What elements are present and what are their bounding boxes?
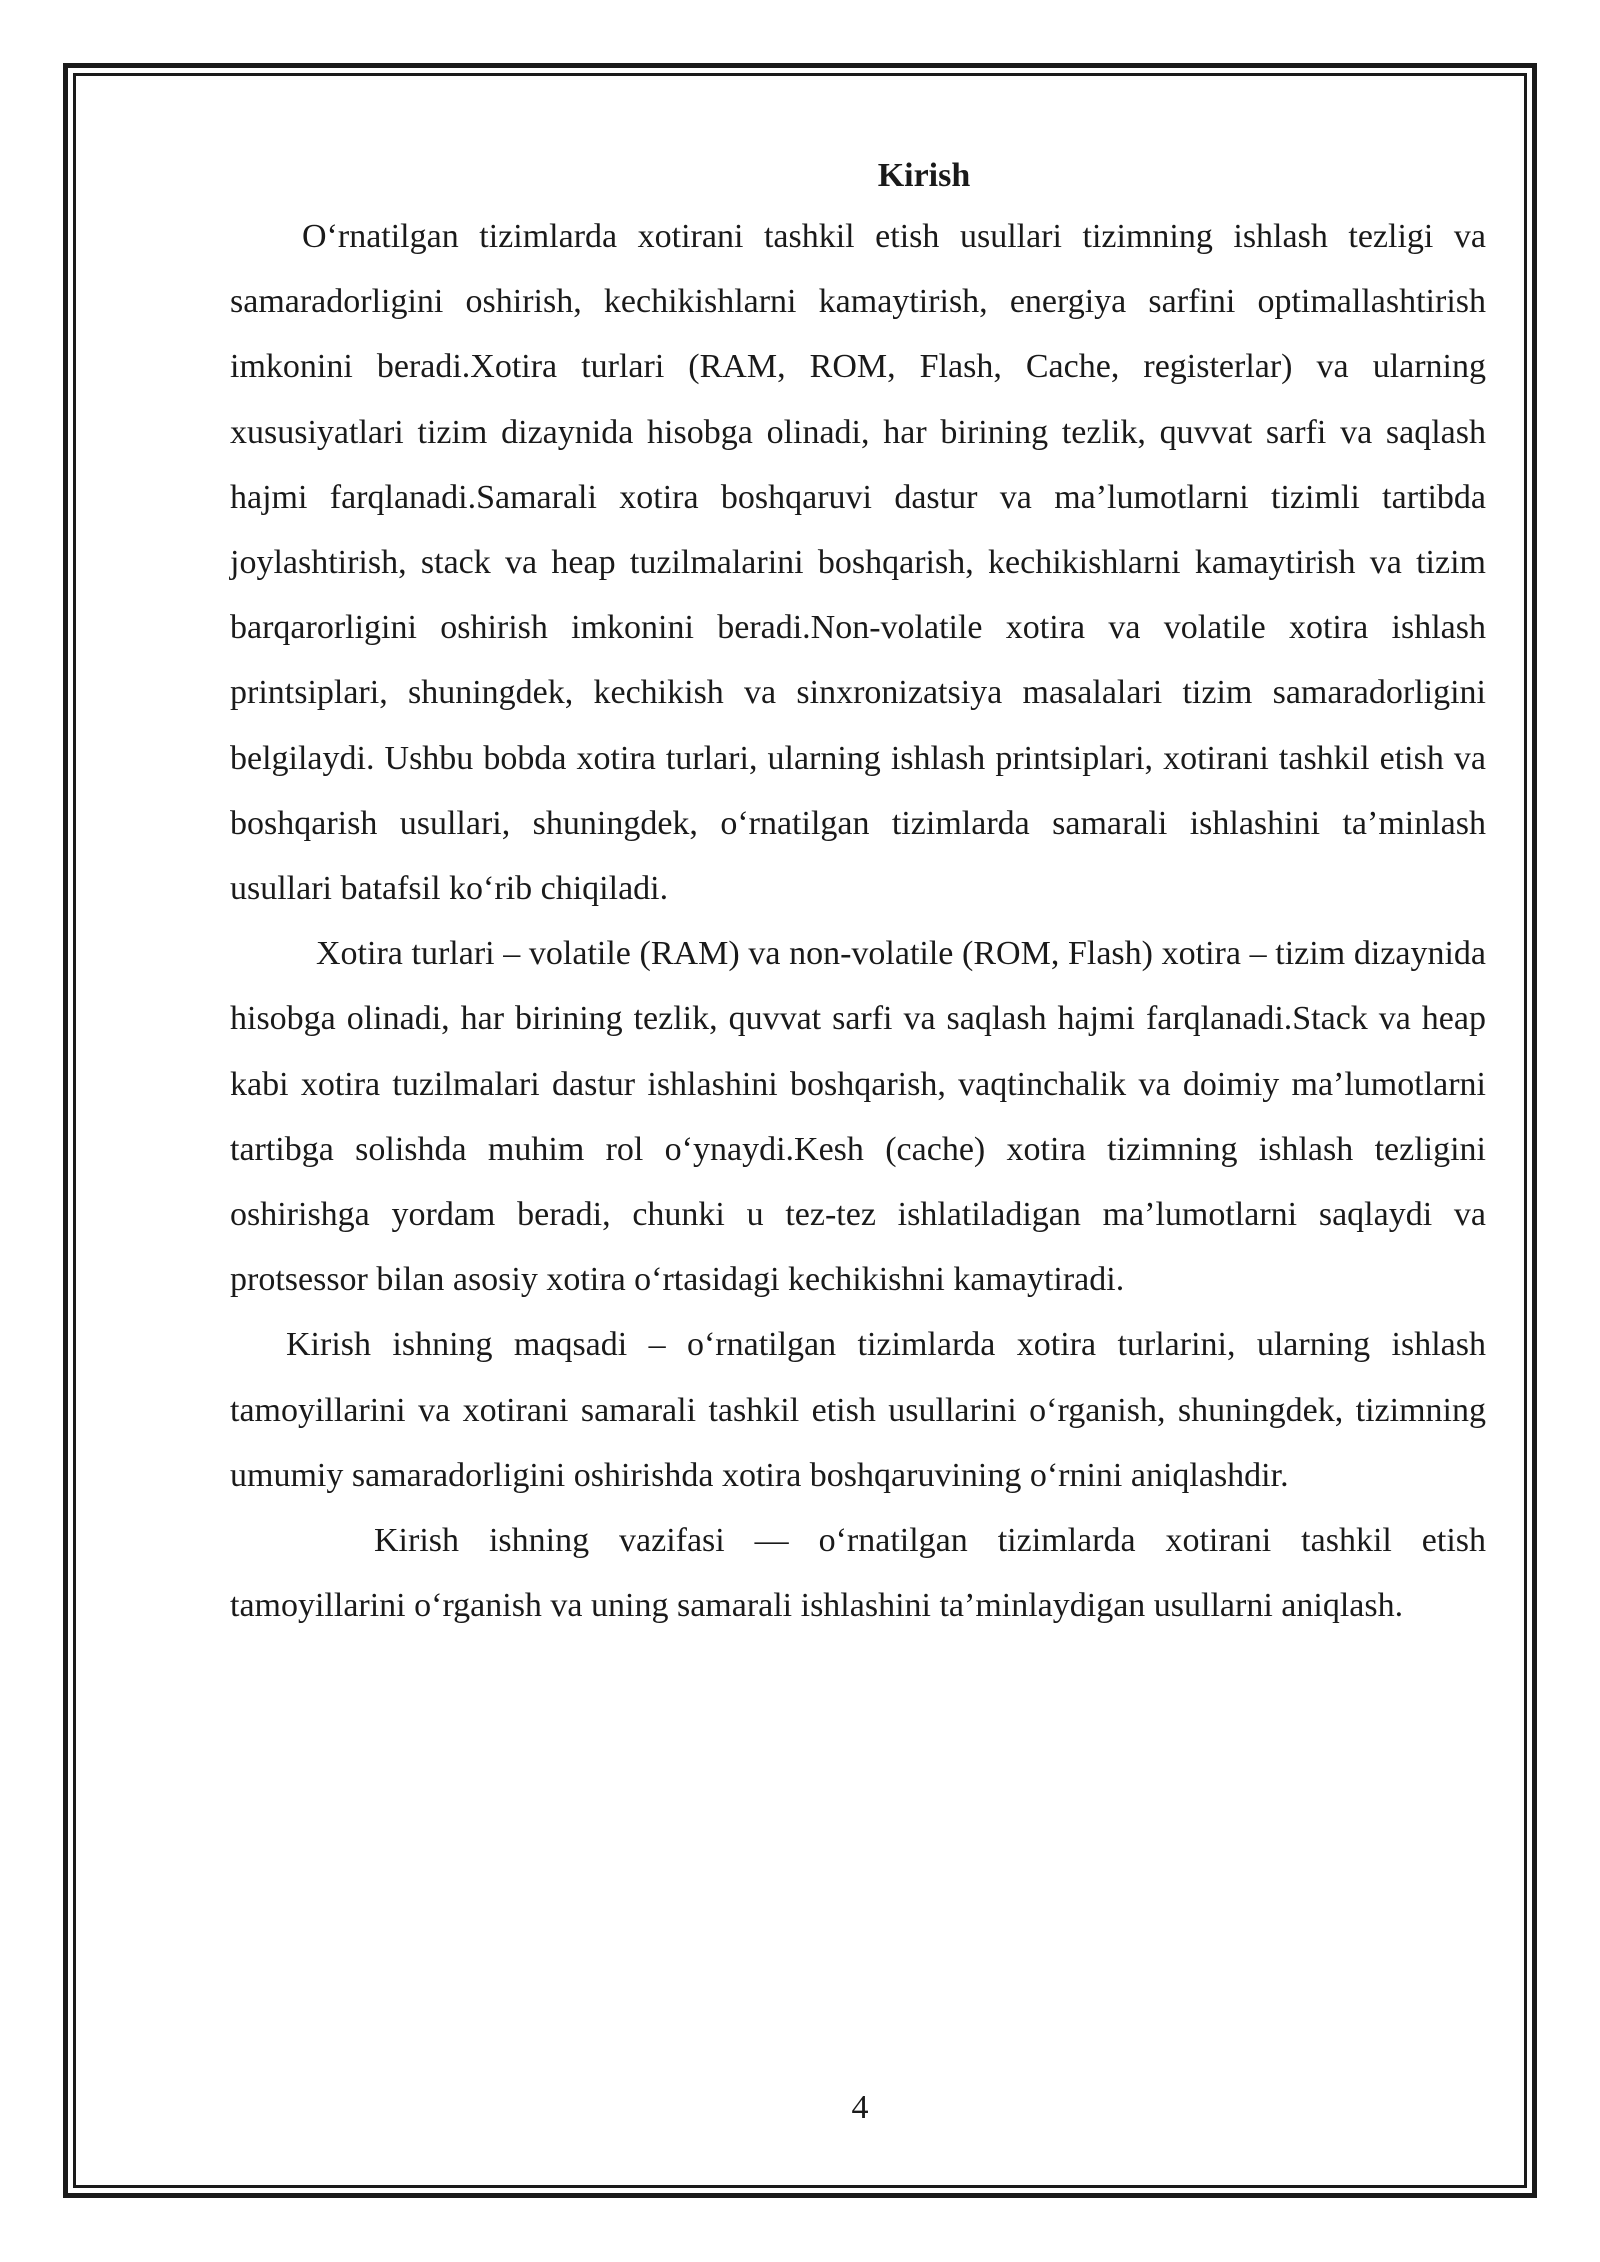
paragraph-intro: O‘rnatilgan tizimlarda xotirani tashkil etish usullari tizimning ishlash tezligi va samaradorligini oshirish, kechikishlarni kamaytirish, energiya sarfini optimallashtirish imkonini beradi.Xotira turlari (RAM, ROM, Flash, Cache, registerlar) va ularning xususiyatlari tizim dizaynida hisobga olinadi, har birining tezlik, quvvat sarfi va saqlash hajmi farqlanadi.Samarali xotira boshqaruvi dastur va ma’lumotlarni tizimli tartibda joylashtirish, stack va heap tuzilmalarini boshqarish, kechikishlarni kamaytirish va tizim barqarorligini oshirish imkonini beradi.Non-volatile xotira va volatile xotira ishlash printsiplari, shuningdek, kechikish va sinxronizatsiya masalalari tizim samaradorligini belgilaydi. Ushbu bobda xotira turlari, ularning ishlash printsiplari, xotirani tashkil etish va boshqarish usullari, shuningdek, o‘rnatilgan tizimlarda samarali ishlashini ta’minlash usullari batafsil ko‘rib chiqiladi. bbox=[230, 218, 1486, 908]
page-content bbox=[230, 148, 1486, 1638]
page-number: 4 bbox=[851, 2089, 869, 2126]
paragraph-task: Kirish ishning vazifasi — o‘rnatilgan tizimlarda xotirani tashkil etish tamoyillarini o‘rganish va uning samarali ishlashini ta’minlaydigan usullarni aniqlash. bbox=[230, 1522, 1486, 1625]
section-heading: Kirish bbox=[877, 157, 971, 194]
paragraph-memory-types: Xotira turlari – volatile (RAM) va non-volatile (ROM, Flash) xotira – tizim dizaynida hisobga olinadi, har birining tezlik, quvvat sarfi va saqlash hajmi farqlanadi.Stack va heap kabi xotira tuzilmalari dastur ishlashini boshqarish, vaqtinchalik va doimiy ma’lumotlarni tartibga solishda muhim rol o‘ynaydi.Kesh (cache) xotira tizimning ishlash tezligini oshirishga yordam beradi, chunki u tez-tez ishlatiladigan ma’lumotlarni saqlaydi va protsessor bilan asosiy xotira o‘rtasidagi kechikishni kamaytiradi. bbox=[230, 935, 1486, 1299]
paragraph-goal: Kirish ishning maqsadi – o‘rnatilgan tizimlarda xotira turlarini, ularning ishlash tamoyillarini va xotirani samarali tashkil etish usullarini o‘rganish, shuningdek, tizimning umumiy samaradorligini oshirishda xotira boshqaruvining o‘rnini aniqlashdir. bbox=[230, 1326, 1486, 1494]
